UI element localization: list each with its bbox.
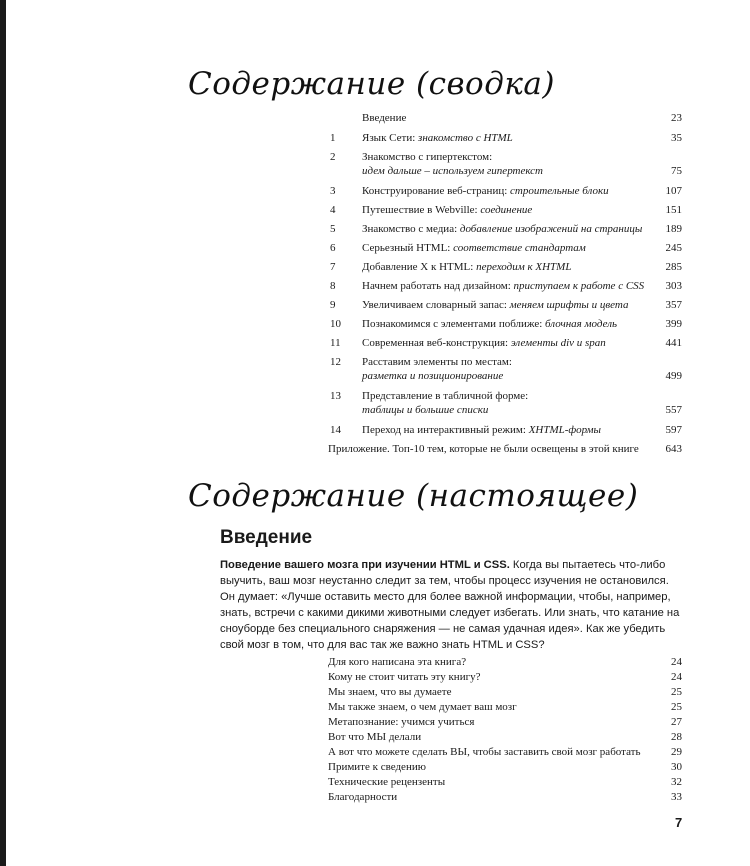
toc-page: 24 bbox=[671, 656, 682, 668]
toc-page: 399 bbox=[665, 318, 682, 330]
toc-chapter-number: 10 bbox=[330, 318, 341, 330]
toc-chapter-subtitle: меняем шрифты и цвета bbox=[509, 299, 629, 311]
toc-row-chapter[interactable] bbox=[328, 150, 682, 178]
toc-page: 25 bbox=[671, 701, 682, 713]
toc-chapter-title: Знакомство с медиа: bbox=[362, 223, 460, 235]
toc-chapter-number: 6 bbox=[330, 242, 336, 254]
toc-chapter-subtitle: блочная модель bbox=[545, 318, 618, 330]
toc-row-chapter[interactable] bbox=[328, 222, 682, 236]
toc-page: 27 bbox=[671, 716, 682, 728]
toc-row-item[interactable] bbox=[328, 685, 682, 700]
toc-title bbox=[362, 355, 652, 383]
toc-page: 30 bbox=[671, 761, 682, 773]
toc-title bbox=[362, 298, 652, 312]
toc-title: Кому не стоит читать эту книгу? bbox=[328, 671, 481, 683]
toc-chapter-subtitle: разметка и позиционирование bbox=[362, 370, 504, 382]
page-edge-bar bbox=[0, 0, 6, 866]
toc-page: 303 bbox=[665, 280, 682, 292]
toc-title bbox=[362, 389, 652, 417]
toc-chapter-title: Расставим элементы по местам: bbox=[362, 356, 512, 368]
toc-title: Благодарности bbox=[328, 791, 398, 803]
toc-page: 23 bbox=[671, 112, 682, 124]
toc-title: Метапознание: учимся учиться bbox=[328, 716, 475, 728]
toc-chapter-title: Знакомство с гипертекстом: bbox=[362, 151, 493, 163]
toc-page: 35 bbox=[671, 132, 682, 144]
toc-title: Приложение. Топ-10 тем, которые не были освещены в этой книге bbox=[328, 443, 639, 455]
toc-chapter-subtitle: элементы div и span bbox=[510, 337, 606, 349]
toc-chapter-number: 3 bbox=[330, 185, 336, 197]
toc-row-item[interactable] bbox=[328, 670, 682, 685]
toc-title bbox=[362, 241, 652, 255]
intro-text: Когда вы пытаетесь что-либо выучить, ваш мозг неустанно следит за тем, чтобы процесс изучения не остановился. Он думает: «Лучше оставить место для более важной информации, чтобы, например, знать, встречи с какими дикими животными следует избегать. Или знать, что катание на сноуборде без специального снаряжения — не самая удачная идея». Как же убедить свой мозг в том, что для вас так же важно знать HTML и CSS? bbox=[220, 559, 680, 651]
toc-page: 32 bbox=[671, 776, 682, 788]
toc-row-chapter[interactable] bbox=[328, 184, 682, 198]
toc-title bbox=[362, 131, 652, 145]
toc-title bbox=[362, 203, 652, 217]
toc-title bbox=[362, 423, 652, 437]
toc-page: 28 bbox=[671, 731, 682, 743]
toc-row-chapter[interactable] bbox=[328, 131, 682, 145]
toc-chapter-number: 8 bbox=[330, 280, 336, 292]
toc-chapter-subtitle: XHTML-формы bbox=[528, 424, 601, 436]
toc-chapter-title: Серьезный HTML: bbox=[362, 242, 454, 254]
toc-page: 357 bbox=[665, 299, 682, 311]
toc-row-chapter[interactable] bbox=[328, 389, 682, 417]
toc-row-item[interactable] bbox=[328, 715, 682, 730]
toc-chapter-title: Представление в табличной форме: bbox=[362, 390, 529, 402]
toc-title bbox=[362, 184, 652, 198]
toc-title: Технические рецензенты bbox=[328, 776, 446, 788]
toc-title: А вот что можете сделать ВЫ, чтобы заставить свой мозг работать bbox=[328, 746, 641, 758]
toc-chapter-title: Переход на интерактивный режим: bbox=[362, 424, 529, 436]
toc-chapter-number: 1 bbox=[330, 132, 336, 144]
toc-chapter-title: Современная веб-конструкция: bbox=[362, 337, 511, 349]
page-number: 7 bbox=[675, 815, 683, 830]
toc-title bbox=[362, 260, 652, 274]
toc-title: Введение bbox=[362, 112, 407, 124]
toc-chapter-number: 11 bbox=[330, 337, 341, 349]
toc-page: 557 bbox=[665, 404, 682, 416]
toc-row-item[interactable] bbox=[328, 730, 682, 745]
toc-title bbox=[362, 279, 652, 293]
toc-chapter-subtitle: знакомство с HTML bbox=[418, 132, 513, 144]
toc-row-chapter[interactable] bbox=[328, 317, 682, 331]
toc-title bbox=[362, 222, 652, 236]
toc-row-chapter[interactable] bbox=[328, 298, 682, 312]
toc-chapter-title: Конструирование веб-страниц: bbox=[362, 185, 511, 197]
toc-page: 285 bbox=[665, 261, 682, 273]
toc-page: 33 bbox=[671, 791, 682, 803]
toc-title bbox=[362, 150, 652, 178]
toc-row-item[interactable] bbox=[328, 700, 682, 715]
toc-row-item[interactable] bbox=[328, 775, 682, 790]
toc-row-chapter[interactable] bbox=[328, 241, 682, 255]
toc-title: Мы также знаем, о чем думает ваш мозг bbox=[328, 701, 517, 713]
toc-chapter-subtitle: соответствие стандартам bbox=[453, 242, 586, 254]
summary-toc bbox=[328, 111, 682, 456]
toc-page: 24 bbox=[671, 671, 682, 683]
toc-chapter-title: Путешествие в Webville: bbox=[362, 204, 481, 216]
toc-row-chapter[interactable] bbox=[328, 203, 682, 217]
toc-row-item[interactable] bbox=[328, 655, 682, 670]
toc-row-chapter[interactable] bbox=[328, 279, 682, 293]
toc-chapter-subtitle: идем дальше – используем гипертекст bbox=[362, 165, 543, 177]
toc-page: 597 bbox=[665, 424, 682, 436]
toc-chapter-subtitle: строительные блоки bbox=[510, 185, 609, 197]
toc-title: Вот что МЫ делали bbox=[328, 731, 422, 743]
toc-row-item[interactable] bbox=[328, 745, 682, 760]
toc-page: 441 bbox=[665, 337, 682, 349]
toc-chapter-title: Язык Сети: bbox=[362, 132, 419, 144]
toc-title: Мы знаем, что вы думаете bbox=[328, 686, 452, 698]
toc-title bbox=[362, 336, 652, 350]
toc-page: 151 bbox=[665, 204, 682, 216]
toc-chapter-title: Увеличиваем словарный запас: bbox=[362, 299, 510, 311]
summary-heading: Содержание (сводка) bbox=[188, 66, 555, 102]
intro-bold: Поведение вашего мозга при изучении HTML и CSS. bbox=[220, 559, 510, 571]
section-title: Введение bbox=[220, 527, 313, 548]
toc-chapter-subtitle: таблицы и большие списки bbox=[362, 404, 489, 416]
intro-paragraph bbox=[220, 557, 682, 653]
toc-chapter-title: Добавление X к HTML: bbox=[362, 261, 477, 273]
toc-page: 25 bbox=[671, 686, 682, 698]
toc-title: Для кого написана эта книга? bbox=[328, 656, 467, 668]
toc-chapter-number: 4 bbox=[330, 204, 336, 216]
toc-page: 245 bbox=[665, 242, 682, 254]
toc-page: 499 bbox=[665, 370, 682, 382]
toc-row-chapter[interactable] bbox=[328, 336, 682, 350]
toc-chapter-subtitle: добавление изображений на страницы bbox=[459, 223, 643, 235]
toc-row-chapter[interactable] bbox=[328, 423, 682, 437]
toc-chapter-number: 5 bbox=[330, 223, 336, 235]
toc-page: 29 bbox=[671, 746, 682, 758]
toc-chapter-number: 13 bbox=[330, 390, 341, 402]
toc-row-intro[interactable] bbox=[328, 111, 682, 125]
toc-page: 75 bbox=[671, 165, 682, 177]
toc-row-appendix[interactable] bbox=[328, 442, 682, 456]
toc-page: 189 bbox=[665, 223, 682, 235]
toc-title bbox=[362, 317, 652, 331]
toc-chapter-subtitle: переходим к XHTML bbox=[476, 261, 572, 273]
toc-row-item[interactable] bbox=[328, 760, 682, 775]
toc-chapter-number: 9 bbox=[330, 299, 336, 311]
toc-title: Примите к сведению bbox=[328, 761, 426, 773]
toc-chapter-number: 14 bbox=[330, 424, 341, 436]
toc-chapter-subtitle: приступаем к работе с CSS bbox=[513, 280, 645, 292]
toc-page: 107 bbox=[665, 185, 682, 197]
toc-row-chapter[interactable] bbox=[328, 355, 682, 383]
toc-chapter-number: 7 bbox=[330, 261, 336, 273]
toc-row-chapter[interactable] bbox=[328, 260, 682, 274]
toc-chapter-subtitle: соединение bbox=[480, 204, 533, 216]
toc-chapter-title: Начнем работать над дизайном: bbox=[362, 280, 514, 292]
full-toc bbox=[328, 655, 682, 805]
toc-chapter-number: 12 bbox=[330, 356, 341, 368]
toc-page: 643 bbox=[665, 443, 682, 455]
toc-chapter-title: Познакомимся с элементами поближе: bbox=[362, 318, 546, 330]
toc-chapter-number: 2 bbox=[330, 151, 336, 163]
toc-row-item[interactable] bbox=[328, 790, 682, 805]
full-heading: Содержание (настоящее) bbox=[188, 478, 639, 514]
